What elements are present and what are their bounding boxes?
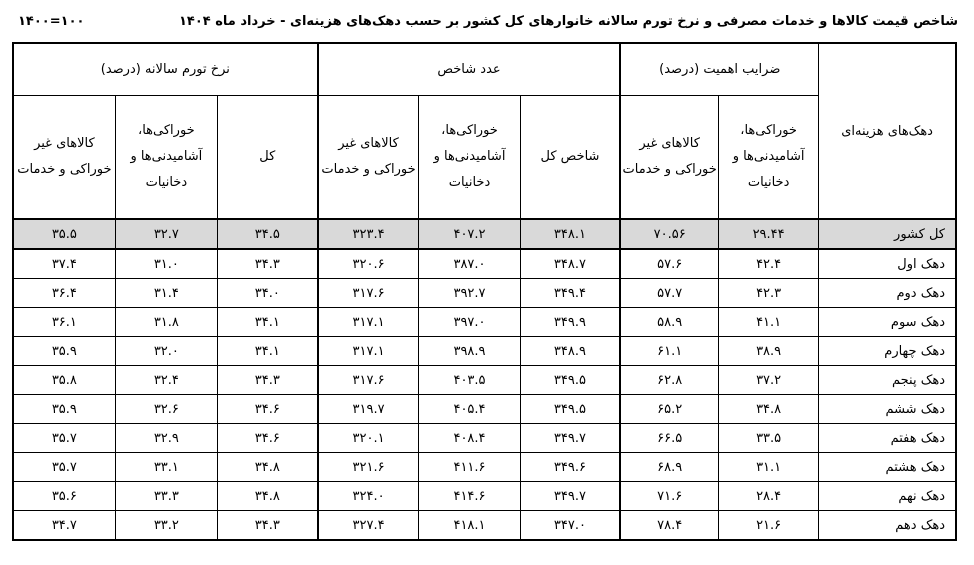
cell-i-nonfood: ۳۱۷.۶ [318, 366, 419, 395]
cell-i-nonfood: ۳۲۰.۱ [318, 424, 419, 453]
cell-i-total: ۳۴۹.۵ [520, 395, 620, 424]
cell-i-food: ۳۹۲.۷ [419, 279, 520, 308]
cell-i-total: ۳۴۹.۶ [520, 453, 620, 482]
cell-w-food: ۲۱.۶ [719, 511, 819, 541]
cell-i-nonfood: ۳۱۷.۱ [318, 308, 419, 337]
cell-w-food: ۲۸.۴ [719, 482, 819, 511]
row-label: کل کشور [819, 219, 956, 249]
cell-w-food: ۳۱.۱ [719, 453, 819, 482]
row-label: دهک دهم [819, 511, 956, 541]
cell-r-nonfood: ۳۵.۸ [13, 366, 115, 395]
col-index-food: خوراکی‌ها، آشامیدنی‌ها و دخانیات [419, 96, 520, 220]
cell-w-food: ۴۲.۴ [719, 249, 819, 279]
cell-i-food: ۳۸۷.۰ [419, 249, 520, 279]
cell-w-nonfood: ۶۲.۸ [620, 366, 718, 395]
cell-w-nonfood: ۷۰.۵۶ [620, 219, 718, 249]
col-weights-food: خوراکی‌ها، آشامیدنی‌ها و دخانیات [719, 96, 819, 220]
cell-r-total: ۳۴.۰ [217, 279, 317, 308]
cell-r-nonfood: ۳۵.۷ [13, 453, 115, 482]
cell-w-nonfood: ۷۱.۶ [620, 482, 718, 511]
cell-i-nonfood: ۳۱۷.۱ [318, 337, 419, 366]
row-header: دهک‌های هزینه‌ای [819, 43, 956, 219]
cell-i-total: ۳۴۹.۹ [520, 308, 620, 337]
table-row [13, 453, 956, 482]
col-inflation-nonfood: کالاهای غیر خوراکی و خدمات [13, 96, 115, 220]
price-index-table [12, 42, 957, 541]
cell-w-food: ۴۲.۳ [719, 279, 819, 308]
cell-i-nonfood: ۳۲۴.۰ [318, 482, 419, 511]
table-title: شاخص قیمت کالاها و خدمات مصرفی و نرخ تورم سالانه خانوارهای کل کشور بر حسب دهک‌های هزینه‌ای - خرداد ماه ۱۴۰۴ [178, 14, 958, 29]
cell-i-total: ۳۴۷.۰ [520, 511, 620, 541]
cell-i-total: ۳۴۹.۵ [520, 366, 620, 395]
cell-r-food: ۳۳.۲ [115, 511, 217, 541]
cell-w-food: ۳۴.۸ [719, 395, 819, 424]
cell-w-food: ۲۹.۴۴ [719, 219, 819, 249]
cell-r-total: ۳۴.۱ [217, 337, 317, 366]
row-label: دهک دوم [819, 279, 956, 308]
cell-r-food: ۳۲.۴ [115, 366, 217, 395]
cell-r-total: ۳۴.۶ [217, 395, 317, 424]
cell-w-nonfood: ۷۸.۴ [620, 511, 718, 541]
cell-i-total: ۳۴۹.۷ [520, 424, 620, 453]
cell-w-nonfood: ۶۶.۵ [620, 424, 718, 453]
cell-i-food: ۳۹۸.۹ [419, 337, 520, 366]
cell-r-total: ۳۴.۸ [217, 482, 317, 511]
cell-i-food: ۳۹۷.۰ [419, 308, 520, 337]
col-weights-nonfood: کالاهای غیر خوراکی و خدمات [620, 96, 718, 220]
base-year-label: ۱۴۰۰=۱۰۰ [18, 14, 85, 29]
table-row [13, 482, 956, 511]
cell-r-nonfood: ۳۵.۷ [13, 424, 115, 453]
cell-r-total: ۳۴.۳ [217, 511, 317, 541]
col-index-nonfood: کالاهای غیر خوراکی و خدمات [318, 96, 419, 220]
cell-r-food: ۳۱.۸ [115, 308, 217, 337]
col-index-total: شاخص کل [520, 96, 620, 220]
table-row [13, 337, 956, 366]
group-header-weights: ضرایب اهمیت (درصد) [620, 43, 818, 96]
cell-r-total: ۳۴.۳ [217, 249, 317, 279]
cell-r-nonfood: ۳۵.۹ [13, 337, 115, 366]
table-row [13, 249, 956, 279]
cell-i-nonfood: ۳۲۷.۴ [318, 511, 419, 541]
cell-r-nonfood: ۳۵.۵ [13, 219, 115, 249]
cell-i-total: ۳۴۹.۴ [520, 279, 620, 308]
cell-r-nonfood: ۳۵.۶ [13, 482, 115, 511]
row-label: دهک اول [819, 249, 956, 279]
cell-r-food: ۳۲.۷ [115, 219, 217, 249]
cell-w-nonfood: ۵۸.۹ [620, 308, 718, 337]
cell-r-nonfood: ۳۷.۴ [13, 249, 115, 279]
cell-r-total: ۳۴.۳ [217, 366, 317, 395]
table-row [13, 279, 956, 308]
cell-i-nonfood: ۳۲۰.۶ [318, 249, 419, 279]
cell-w-food: ۳۸.۹ [719, 337, 819, 366]
cell-r-food: ۳۲.۹ [115, 424, 217, 453]
cell-i-total: ۳۴۸.۹ [520, 337, 620, 366]
cell-i-total: ۳۴۸.۱ [520, 219, 620, 249]
cell-r-total: ۳۴.۶ [217, 424, 317, 453]
cell-r-nonfood: ۳۵.۹ [13, 395, 115, 424]
col-inflation-total: کل [217, 96, 317, 220]
cell-w-nonfood: ۶۸.۹ [620, 453, 718, 482]
table-caption [18, 10, 958, 36]
table-row [13, 424, 956, 453]
cell-w-nonfood: ۵۷.۶ [620, 249, 718, 279]
cell-r-total: ۳۴.۱ [217, 308, 317, 337]
cell-r-food: ۳۳.۱ [115, 453, 217, 482]
cell-i-nonfood: ۳۱۹.۷ [318, 395, 419, 424]
cell-i-food: ۴۰۷.۲ [419, 219, 520, 249]
row-label: دهک سوم [819, 308, 956, 337]
group-header-index: عدد شاخص [318, 43, 621, 96]
cell-w-food: ۳۳.۵ [719, 424, 819, 453]
cell-i-nonfood: ۳۲۱.۶ [318, 453, 419, 482]
table-row [13, 308, 956, 337]
table-row [13, 511, 956, 541]
cell-i-food: ۴۱۸.۱ [419, 511, 520, 541]
cell-i-nonfood: ۳۱۷.۶ [318, 279, 419, 308]
cell-i-total: ۳۴۸.۷ [520, 249, 620, 279]
row-label: دهک هشتم [819, 453, 956, 482]
cell-r-food: ۳۱.۴ [115, 279, 217, 308]
row-label: دهک هفتم [819, 424, 956, 453]
cell-w-food: ۴۱.۱ [719, 308, 819, 337]
row-label: دهک ششم [819, 395, 956, 424]
cell-i-total: ۳۴۹.۷ [520, 482, 620, 511]
cell-r-food: ۳۳.۳ [115, 482, 217, 511]
cell-r-nonfood: ۳۶.۱ [13, 308, 115, 337]
group-header-inflation: نرخ تورم سالانه (درصد) [13, 43, 318, 96]
cell-i-food: ۴۰۵.۴ [419, 395, 520, 424]
cell-r-food: ۳۱.۰ [115, 249, 217, 279]
cell-r-food: ۳۲.۶ [115, 395, 217, 424]
cell-i-nonfood: ۳۲۳.۴ [318, 219, 419, 249]
cell-i-food: ۴۰۳.۵ [419, 366, 520, 395]
cell-i-food: ۴۰۸.۴ [419, 424, 520, 453]
cell-i-food: ۴۱۴.۶ [419, 482, 520, 511]
cell-r-total: ۳۴.۵ [217, 219, 317, 249]
cell-w-nonfood: ۵۷.۷ [620, 279, 718, 308]
cell-r-food: ۳۲.۰ [115, 337, 217, 366]
cell-r-total: ۳۴.۸ [217, 453, 317, 482]
row-label: دهک پنجم [819, 366, 956, 395]
table-row [13, 366, 956, 395]
table-row-total [13, 219, 956, 249]
table-row [13, 395, 956, 424]
cell-i-food: ۴۱۱.۶ [419, 453, 520, 482]
row-label: دهک نهم [819, 482, 956, 511]
cell-w-nonfood: ۶۵.۲ [620, 395, 718, 424]
cell-w-food: ۳۷.۲ [719, 366, 819, 395]
cell-r-nonfood: ۳۶.۴ [13, 279, 115, 308]
cell-r-nonfood: ۳۴.۷ [13, 511, 115, 541]
col-inflation-food: خوراکی‌ها، آشامیدنی‌ها و دخانیات [115, 96, 217, 220]
row-label: دهک چهارم [819, 337, 956, 366]
cell-w-nonfood: ۶۱.۱ [620, 337, 718, 366]
